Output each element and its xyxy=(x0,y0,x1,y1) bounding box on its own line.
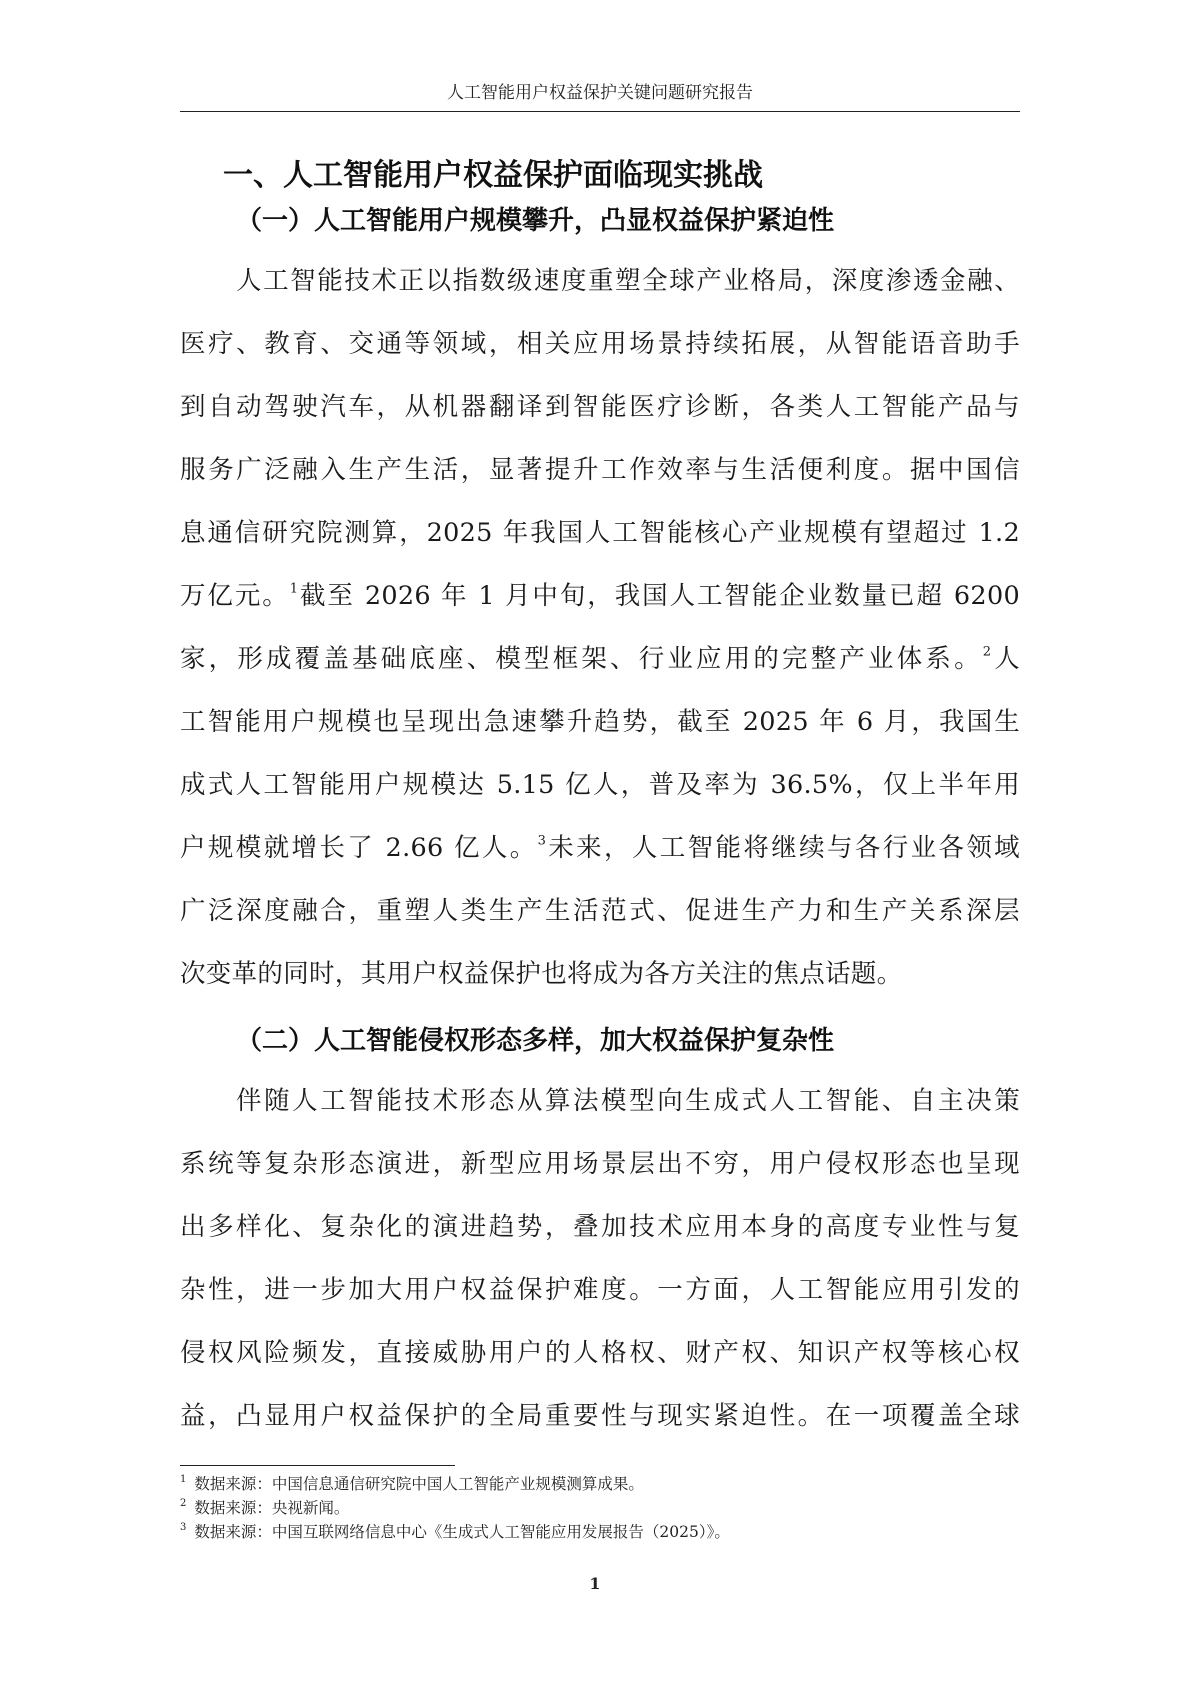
section-heading: 一、人工智能用户权益保护面临现实挑战 xyxy=(223,158,763,193)
footnote-2 xyxy=(180,1496,1020,1520)
footnote-text: 数据来源：中国互联网络信息中心《生成式人工智能应用发展报告（2025）》。 xyxy=(194,1523,730,1541)
paragraph-2 xyxy=(180,1070,1020,1448)
footnote-number: 1 xyxy=(180,1474,187,1485)
paragraph-line: 系统等复杂形态演进，新型应用场景层出不穷，用户侵权形态也呈现 xyxy=(180,1149,1020,1179)
paragraph-line: 医疗、教育、交通等领域，相关应用场景持续拓展，从智能语音助手 xyxy=(180,329,1020,359)
paragraph-line: 出多样化、复杂化的演进趋势，叠加技术应用本身的高度专业性与复 xyxy=(180,1212,1020,1242)
paragraph-line: 成式人工智能用户规模达 5.15 亿人，普及率为 36.5%，仅上半年用 xyxy=(180,770,1020,800)
paragraph-line: 人工智能技术正以指数级速度重塑全球产业格局，深度渗透金融、 xyxy=(236,266,1020,296)
paragraph-line: 益，凸显用户权益保护的全局重要性与现实紧迫性。在一项覆盖全球 xyxy=(180,1401,1020,1431)
footnote-marker-1[interactable]: 1 xyxy=(289,581,299,597)
footnotes xyxy=(180,1472,1020,1544)
footnote-marker-3[interactable]: 3 xyxy=(537,833,547,849)
footnote-number: 3 xyxy=(180,1522,187,1533)
paragraph-1 xyxy=(180,250,1020,1006)
paragraph-line: 工智能用户规模也呈现出急速攀升趋势，截至 2025 年 6 月，我国生 xyxy=(180,707,1020,737)
subsection-heading-2: （二）人工智能侵权形态多样，加大权益保护复杂性 xyxy=(236,1026,835,1056)
paragraph-line: 息通信研究院测算，2025 年我国人工智能核心产业规模有望超过 1.2 xyxy=(180,518,1020,548)
paragraph-line xyxy=(180,817,1020,880)
line-text: 万亿元。 xyxy=(180,581,290,611)
line-text: 截至 2026 年 1 月中旬，我国人工智能企业数量已超 6200 xyxy=(298,581,1021,611)
header-rule xyxy=(180,111,1020,112)
subsection-heading-1: （一）人工智能用户规模攀升，凸显权益保护紧迫性 xyxy=(236,206,835,236)
paragraph-line: 服务广泛融入生产生活，显著提升工作效率与生活便利度。据中国信 xyxy=(180,455,1020,485)
paragraph-line: 广泛深度融合，重塑人类生产生活范式、促进生产力和生产关系深层 xyxy=(180,896,1020,926)
footnote-1 xyxy=(180,1472,1020,1496)
page-number: 1 xyxy=(589,1574,601,1593)
paragraph-line: 伴随人工智能技术形态从算法模型向生成式人工智能、自主决策 xyxy=(236,1086,1020,1116)
line-text: 未来，人工智能将继续与各行业各领域 xyxy=(546,833,1020,863)
paragraph-line: 到自动驾驶汽车，从机器翻译到智能医疗诊断，各类人工智能产品与 xyxy=(180,392,1020,422)
footnote-3 xyxy=(180,1520,1020,1544)
footnote-number: 2 xyxy=(180,1498,187,1509)
footnote-rule xyxy=(180,1465,455,1466)
running-header: 人工智能用户权益保护关键问题研究报告 xyxy=(447,83,753,103)
footnote-marker-2[interactable]: 2 xyxy=(982,644,992,660)
footnote-text: 数据来源：央视新闻。 xyxy=(194,1499,350,1517)
paragraph-line xyxy=(180,628,1020,691)
line-text: 人 xyxy=(991,644,1020,674)
line-text: 户规模就增长了 2.66 亿人。 xyxy=(180,833,538,863)
paragraph-line: 侵权风险频发，直接威胁用户的人格权、财产权、知识产权等核心权 xyxy=(180,1338,1020,1368)
footnote-text: 数据来源：中国信息通信研究院中国人工智能产业规模测算成果。 xyxy=(194,1475,644,1493)
line-text: 家，形成覆盖基础底座、模型框架、行业应用的完整产业体系。 xyxy=(180,644,983,674)
paragraph-line xyxy=(180,565,1020,628)
paragraph-line: 次变革的同时，其用户权益保护也将成为各方关注的焦点话题。 xyxy=(180,959,903,989)
paragraph-line: 杂性，进一步加大用户权益保护难度。一方面，人工智能应用引发的 xyxy=(180,1275,1020,1305)
